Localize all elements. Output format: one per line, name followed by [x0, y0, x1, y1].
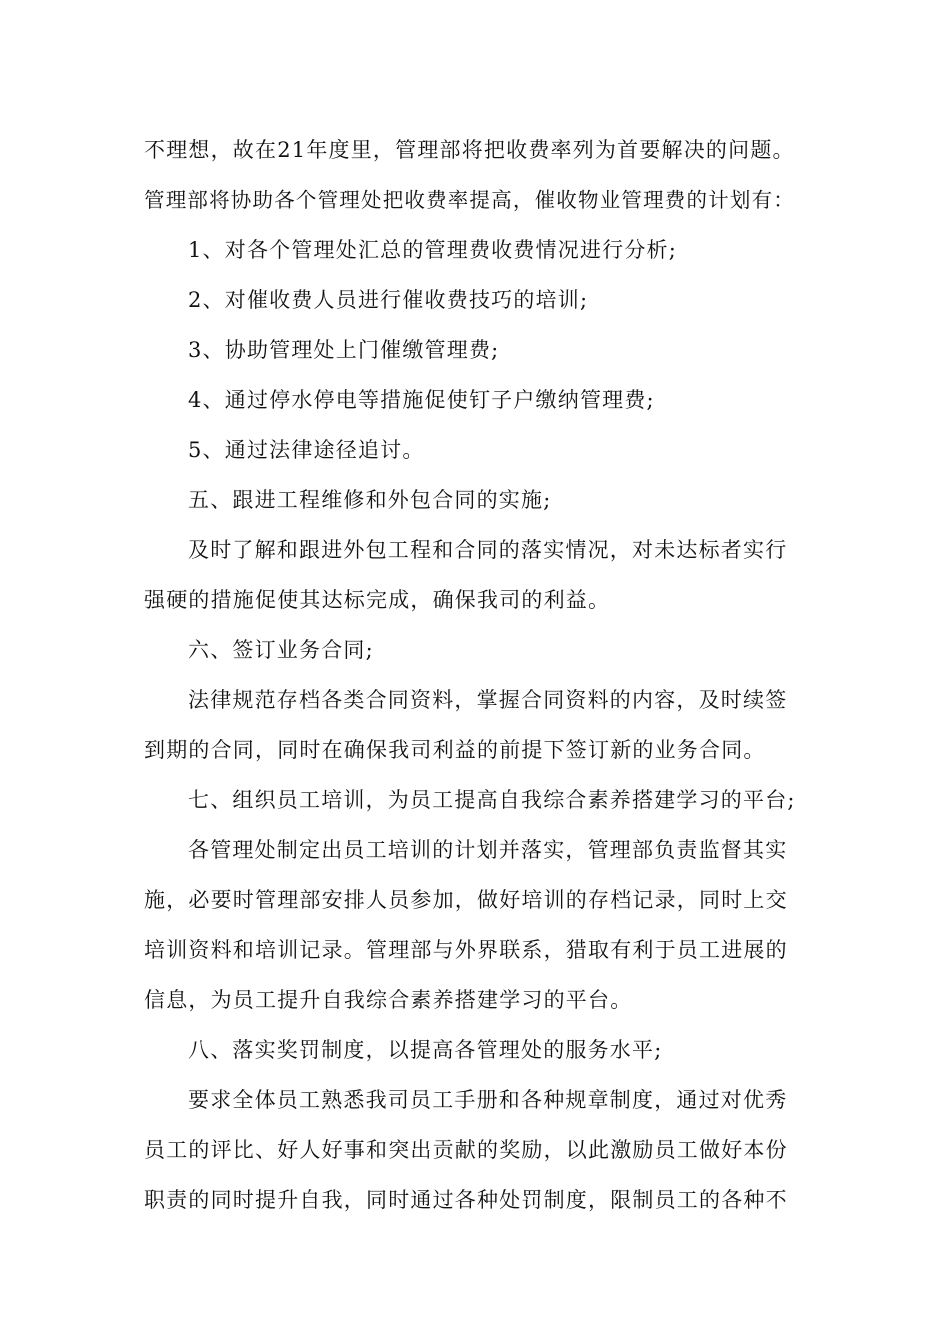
text-line: 六、签订业务合同; — [188, 638, 374, 662]
text-line: 管理部将协助各个管理处把收费率提高，催收物业管理费的计划有： — [144, 188, 795, 212]
text-line: 到期的合同，同时在确保我司利益的前提下签订新的业务合同。 — [144, 738, 766, 762]
text-line: 施，必要时管理部安排人员参加，做好培训的存档记录，同时上交 — [144, 888, 788, 912]
text-line: 1、对各个管理处汇总的管理费收费情况进行分析; — [188, 238, 678, 262]
text-line: 不理想，故在21年度里，管理部将把收费率列为首要解决的问题。 — [144, 138, 795, 162]
text-line: 信息，为员工提升自我综合素养搭建学习的平台。 — [144, 988, 633, 1012]
text-line: 要求全体员工熟悉我司员工手册和各种规章制度，通过对优秀 — [188, 1088, 788, 1112]
text-line: 3、协助管理处上门催缴管理费; — [188, 338, 500, 362]
text-line: 及时了解和跟进外包工程和合同的落实情况，对未达标者实行 — [188, 538, 788, 562]
text-line: 4、通过停水停电等措施促使钉子户缴纳管理费; — [188, 388, 655, 412]
text-line: 法律规范存档各类合同资料，掌握合同资料的内容，及时续签 — [188, 688, 788, 712]
text-line: 各管理处制定出员工培训的计划并落实，管理部负责监督其实 — [188, 838, 788, 862]
text-line: 2、对催收费人员进行催收费技巧的培训; — [188, 288, 589, 312]
text-line: 七、组织员工培训，为员工提高自我综合素养搭建学习的平台; — [188, 788, 796, 812]
text-line: 强硬的措施促使其达标完成，确保我司的利益。 — [144, 588, 611, 612]
text-line: 八、落实奖罚制度，以提高各管理处的服务水平; — [188, 1038, 663, 1062]
text-line: 5、通过法律途径追讨。 — [188, 438, 425, 462]
text-line: 五、跟进工程维修和外包合同的实施; — [188, 488, 552, 512]
text-line: 培训资料和培训记录。管理部与外界联系，猎取有利于员工进展的 — [144, 938, 788, 962]
text-line: 员工的评比、好人好事和突出贡献的奖励，以此激励员工做好本份 — [144, 1138, 788, 1162]
document-body — [144, 128, 804, 1228]
text-line: 职责的同时提升自我，同时通过各种处罚制度，限制员工的各种不 — [144, 1188, 788, 1212]
